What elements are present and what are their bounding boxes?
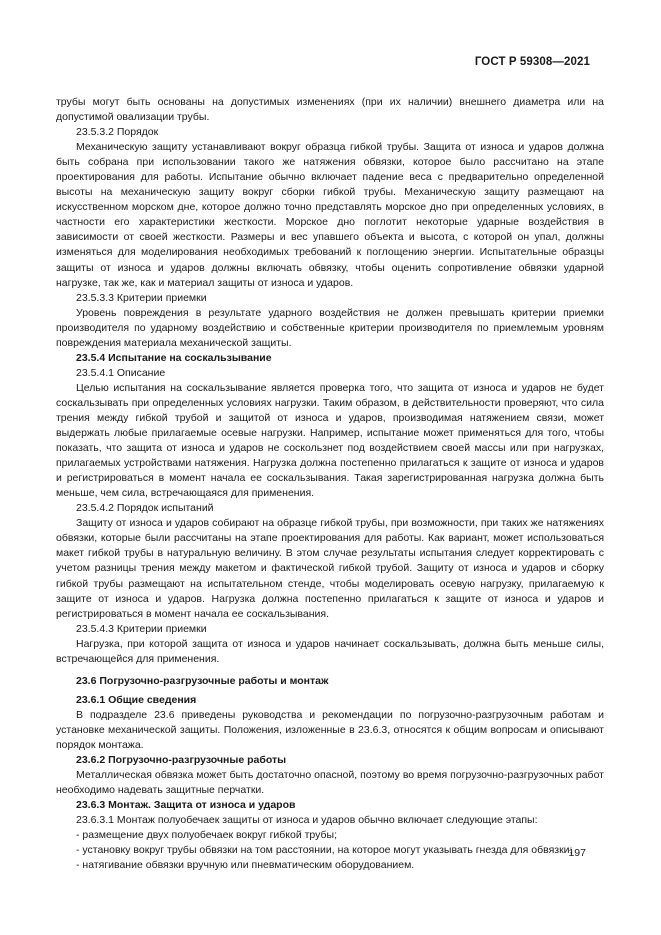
subsection-heading-23-5-3-2: 23.5.3.2 Порядок	[76, 126, 159, 139]
subsection-heading-23-5-4-1: 23.5.4.1 Описание	[76, 366, 166, 379]
paragraph: Механическую защиту устанавливают вокруг образца гибкой трубы. Защита от износа и ударов должна быть собрана при использовании такого же натяжения обвязки, которое было рассчитано на этапе проектирования для работы. Испытание обычно включает падение веса с предварительно определенной высоты на механическую защиту вокруг сборки гибкой трубы. Механическую защиту размещают на искусственном морском дне, которое должно точно представлять морское дно при определенных условиях, в частности его характеристики жесткости. Морское дно поглотит некоторые ударные воздействия в зависимости от своей жесткости. Размеры и вес упавшего объекта и высота, с которой он упал, должны изменяться для моделирования необходимых требований к поглощению энергии. Испытательные образцы защиты от износа и ударов должны включать обвязку, чтобы оценить сопротивление обвязки ударной нагрузке, так же, как и материал защиты от износа и ударов.	[56, 141, 604, 289]
list-item: - размещение двух полуобечаек вокруг гибкой трубы;	[76, 829, 337, 842]
section-heading-23-6-3: 23.6.3 Монтаж. Защита от износа и ударов	[76, 799, 296, 812]
section-heading-23-5-4: 23.5.4 Испытание на соскальзывание	[76, 351, 272, 364]
section-heading-23-6-2: 23.6.2 Погрузочно-разгрузочные работы	[76, 754, 287, 767]
paragraph: В подразделе 23.6 приведены руководства и рекомендации по погрузочно-разгрузочным работам и установке механической защиты. Положения, изложенные в 23.6.3, относятся к общим вопросам и описывают порядок монтажа.	[56, 708, 604, 751]
paragraph-continuation: трубы могут быть основаны на допустимых изменениях (при их наличии) внешнего диаметра или на допустимой овализации трубы.	[56, 96, 604, 124]
paragraph: Защиту от износа и ударов собирают на образце гибкой трубы, при возможности, при таких же натяжениях обвязки, которые были рассчитаны на этапе проектирования для работы. Как вариант, может использоваться макет гибкой трубы в натуральную величину. В этом случае результаты испытания следует корректировать с учетом разницы трения между макетом и фактической гибкой трубой. Защиту от износа и ударов и сборку гибкой трубы размещают на испытательном стенде, чтобы моделировать осевую нагрузку, прилагаемую к защите от износа и ударов. Нагрузка должна постепенно прилагаться к защите от износа и ударов и регистрироваться в момент начала ее соскальзывания.	[56, 517, 604, 620]
subsection-heading-23-5-3-3: 23.5.3.3 Критерии приемки	[76, 291, 207, 304]
section-heading-23-6-1: 23.6.1 Общие сведения	[76, 693, 197, 706]
subsection-heading-23-5-4-2: 23.5.4.2 Порядок испытаний	[76, 502, 214, 515]
section-heading-23-6: 23.6 Погрузочно-разгрузочные работы и монтаж	[76, 674, 329, 687]
subsection-heading-23-5-4-3: 23.5.4.3 Критерии приемки	[76, 622, 207, 635]
document-body	[56, 95, 604, 873]
paragraph: Металлическая обвязка может быть достаточно опасной, поэтому во время погрузочно-разгрузочных работ необходимо надевать защитные перчатки.	[56, 769, 604, 797]
paragraph: Уровень повреждения в результате ударного воздействия не должен превышать критерии приемки производителя по ударному воздействию и собственные критерии производителя по приемлемым уровням повреждения материала механической защиты.	[56, 306, 604, 349]
paragraph: Целью испытания на соскальзывание является проверка того, что защита от износа и ударов не будет соскальзывать при определенных условиях нагрузки. Таким образом, в действительности проверяют, что сила трения между гибкой трубой и защитой от износа и ударов, производимая натяжением связи, может выдержать любые прилагаемые осевые нагрузки. Например, испытание может применяться для того, чтобы показать, что защита от износа и ударов не соскользнет под воздействием своей массы или при нагрузках, прилагаемых устройствами натяжения. Нагрузка должна постепенно прилагаться к защите от износа и ударов и регистрироваться в момент начала ее соскальзывания. Такая зарегистрированная нагрузка должна быть меньше, чем сила, встречающаяся для применения.	[56, 381, 604, 500]
list-item: - установку вокруг трубы обвязки на том расстоянии, на которое могут указывать гнезда для обвязки;	[76, 844, 573, 857]
standard-header: ГОСТ Р 59308—2021	[474, 56, 590, 68]
paragraph: Нагрузка, при которой защита от износа и ударов начинает соскальзывать, должна быть меньше силы, встречающейся для применения.	[56, 637, 604, 665]
page-number: 197	[568, 847, 586, 859]
list-item: - натягивание обвязки вручную или пневматическим оборудованием.	[76, 859, 415, 872]
paragraph: 23.6.3.1 Монтаж полуобечаек защиты от износа и ударов обычно включает следующие этапы:	[76, 814, 538, 827]
